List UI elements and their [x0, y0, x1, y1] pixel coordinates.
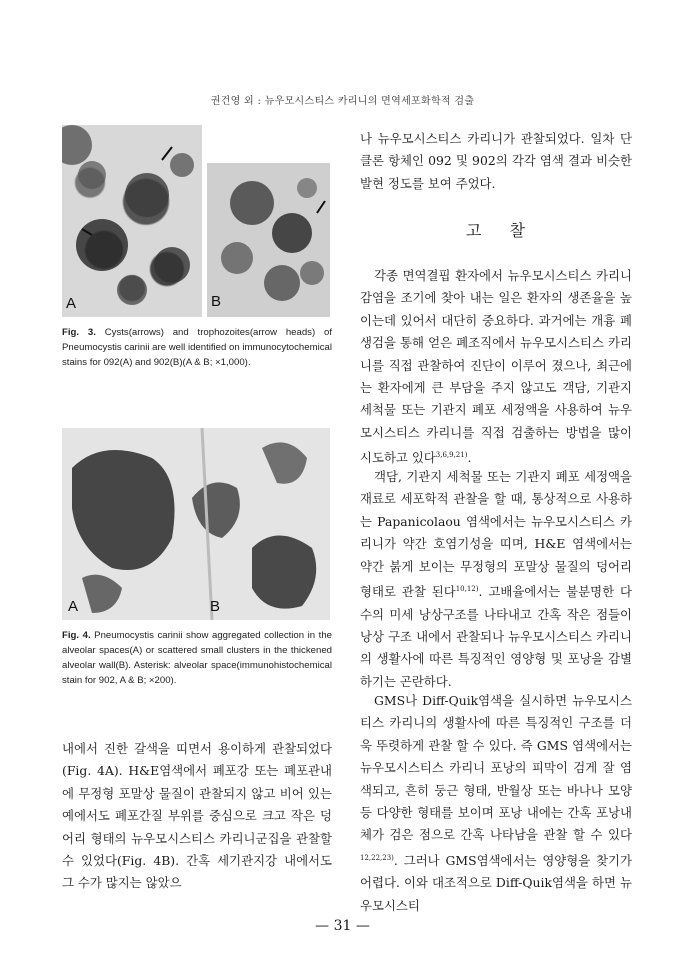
- figure-3-panel-b-micrograph: [207, 163, 330, 317]
- right-paragraph-3: [360, 690, 632, 917]
- right-paragraph-2-text-a: 객담, 기관지 세척물 또는 기관지 폐포 세정액을 재료로 세포학적 관찰을 할 때, 통상적으로 사용하는 Papanicolaou 염색에서는 뉴우모시스티스 카리니가 약간 호염기성을 띠며, H&E 염색에서는 약간 붉게 보이는 무정형의 포말상 물질의 덩어리 형태로 관찰 된다: [360, 469, 632, 600]
- right-paragraph-1: 각종 면역결핍 환자에서 뉴우모시스티스 카리니 감염을 조기에 찾아 내는 일은 환자의 생존율을 높이는데 있어서 대단히 중요하다. 과거에는 개흉 폐생검을 통해 얻은 폐조직에서 뉴우모시스티스 카리니를 직접 관찰하여 진단이 이루어 졌으나, 최근에는 환자에게 큰 부담을 주지 않고도 객담, 기관지 세척물 또는 기관지 폐포 세정액을 사용하여 뉴우모시스티스 카리니를 직접 검출하는 방법을 많이 시도하고 있다$^{3,6,9,21)}$.: [360, 268, 632, 466]
- figure-3-panel-a: [62, 125, 202, 317]
- left-body-paragraph: 내에서 진한 갈색을 띠면서 용이하게 관찰되었다(Fig. 4A). H&E염색에서 폐포강 또는 폐포관내에 무정형 포말상 물질이 관찰되지 않고 비어 있는 예에서도 폐포간질 부위를 중심으로 크고 작은 덩어리 형태의 뉴우모시스티스 카리니군집을 관찰할 수 있었다(Fig. 4B). 간혹 세기관지강 내에서도 그 수가 많지는 않았으: [62, 741, 332, 891]
- figure-3-caption-text: Cysts(arrows) and trophozoites(arrow heads) of Pneumocystis carinii are well identified on immunocytochemical stains for 092(A) and 902(B)(A & B; ×1,000).: [62, 327, 333, 368]
- figure-3-caption: [62, 325, 332, 370]
- figure-4-caption-label: Fig. 4.: [62, 630, 91, 641]
- figure-3-panel-b: [207, 163, 330, 317]
- figure-3-caption-label: Fig. 3.: [62, 327, 96, 338]
- citation-ref: 10,12): [455, 585, 479, 594]
- right-paragraph-1-text: 각종 면역결핍 환자에서 뉴우모시스티스 카리니 감염을 조기에 찾아 내는 일은 환자의 생존율을 높이는데 있어서 대단히 중요하다. 과거에는 개흉 폐생검을 통해 얻은 폐조직에서 뉴우모시스티스 카리니를 직접 관찰하여 진단이 이루어 졌으나, 최근에는 환자에게 큰 부담을 주지 않고도 객담, 기관지 세척물 또는 기관지 폐포 세정액을 사용하여 뉴우모시스티스 카리니를 직접 검출하는 방법을 많이 시도하고 있다: [360, 268, 632, 466]
- right-paragraph-3-text-b: . 그러나 GMS염색에서는 영양형을 찾기가 어렵다. 이와 대조적으로 Diff-Quik염색을 하면 뉴우모시스티: [360, 852, 632, 913]
- running-header: 권건영 외 : 뉴우모시스티스 카리니의 면역세포화학적 검출: [210, 96, 475, 107]
- citation-ref: 3,6,9,21): [435, 451, 468, 460]
- right-paragraph-2-text-b: . 고배율에서는 불분명한 다수의 미세 낭상구조를 나타내고 간혹 작은 점들이 낭상 구조 내에서 관찰되나 뉴우모시스티스 카리니의 생활사에 따른 특징적인 영양형 및 포낭을 감별하기는 곤란하다.: [360, 584, 632, 689]
- figure-4-caption-text: Pneumocystis carinii show aggregated collection in the alveolar spaces(A) or scattered small clusters in the thickened alveolar wall(B). Asterisk: alveolar space(immunohistochemical stain for 902, A & B; ×200).: [62, 630, 333, 686]
- figure-4: [62, 428, 330, 620]
- figure-3-panel-a-micrograph: [62, 125, 202, 317]
- figure-4-panel-b-label: B: [210, 598, 221, 615]
- right-intro-paragraph: 나 뉴우모시스티스 카리니가 관찰되었다. 일차 단클론 항체인 092 및 902의 각각 염색 결과 비슷한 발현 정도를 보여 주었다.: [360, 131, 632, 191]
- figure-3-panel-a-label: A: [66, 295, 77, 312]
- section-title-discussion: 고찰: [466, 221, 553, 240]
- right-paragraph-3-text-a: GMS나 Diff-Quik염색을 실시하면 뉴우모시스티스 카리니의 생활사에 따른 특징적인 구조를 더욱 뚜렷하게 관찰 할 수 있다. 즉 GMS 염색에서는 뉴우모시스티스 카리니 포낭의 피막이 검게 잘 염색되고, 흔히 둥근 형태, 반월상 또는 바나나 모양 등 다양한 형태를 보이며 포낭 내에는 간혹 포낭내체가 검은 점으로 간혹 나타남을 관찰 할 수 있다: [360, 693, 632, 843]
- figure-4-panel-a-label: A: [68, 598, 79, 615]
- figure-4-caption: [62, 628, 332, 688]
- page-number: — 31 —: [315, 918, 370, 934]
- figure-3-panel-b-label: B: [211, 293, 222, 310]
- citation-ref: 12,22,23): [360, 853, 394, 862]
- right-paragraph-2: [360, 466, 632, 693]
- figure-3: [62, 125, 330, 317]
- figure-4-micrograph: [62, 428, 330, 620]
